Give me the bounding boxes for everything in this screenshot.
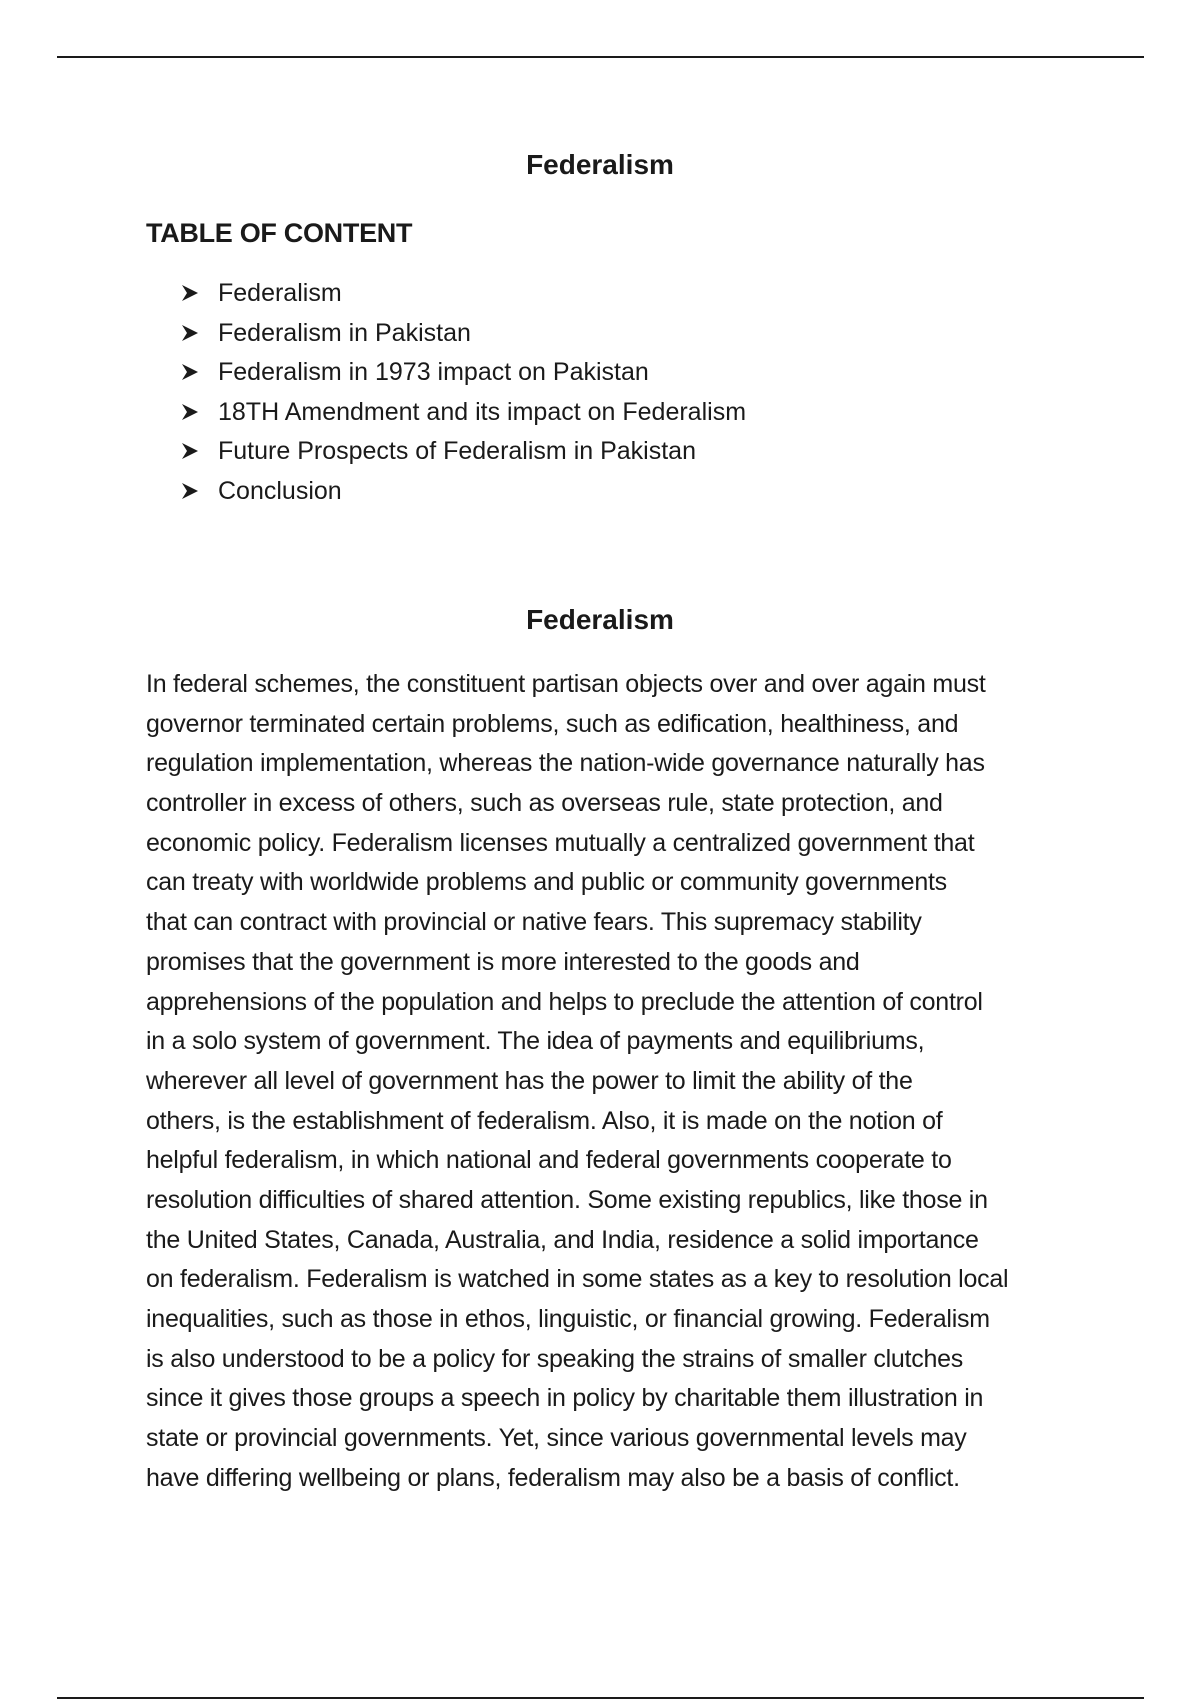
paragraph-line: inequalities, such as those in ethos, linguistic, or financial growing. Federalism [146,1305,990,1333]
toc-item-label: Future Prospects of Federalism in Pakistan [218,437,696,466]
toc-item [180,316,746,356]
paragraph-line: on federalism. Federalism is watched in some states as a key to resolution local [146,1265,1009,1294]
toc-item [180,395,746,435]
arrowhead-bullet-icon [180,355,218,381]
paragraph-line: resolution difficulties of shared attention. Some existing republics, like those in [146,1185,988,1214]
header-rule [57,56,1144,58]
toc-item [180,276,746,316]
paragraph-line: In federal schemes, the constituent partisan objects over and over again must [146,670,986,698]
paragraph-line: wherever all level of government has the power to limit the ability of the [146,1066,913,1095]
table-of-contents [180,276,746,514]
paragraph-line: state or provincial governments. Yet, since various governmental levels may [146,1424,967,1453]
paragraph-line: regulation implementation, whereas the nation-wide governance naturally has [146,749,985,778]
toc-item [180,355,746,395]
paragraph-line: the United States, Canada, Australia, and India, residence a solid importance [146,1225,979,1254]
paragraph-line: helpful federalism, in which national and federal governments cooperate to [146,1146,952,1175]
paragraph-line: can treaty with worldwide problems and public or community governments [146,868,947,897]
toc-item [180,434,746,474]
arrowhead-bullet-icon [180,316,218,342]
arrowhead-bullet-icon [180,434,218,460]
paragraph-line: others, is the establishment of federalism. Also, it is made on the notion of [146,1106,943,1135]
paragraph-line: since it gives those groups a speech in policy by charitable them illustration in [146,1384,984,1413]
paragraph-line: that can contract with provincial or native fears. This supremacy stability [146,908,922,937]
toc-item-label: Federalism in 1973 impact on Pakistan [218,358,649,387]
toc-item-label: Conclusion [218,476,342,505]
paragraph-line: is also understood to be a policy for speaking the strains of smaller clutches [146,1344,964,1373]
section-title: Federalism [526,604,674,635]
toc-item [180,474,746,514]
toc-item-label: Federalism in Pakistan [218,318,471,347]
toc-item-label: 18TH Amendment and its impact on Federalism [218,397,747,426]
arrowhead-bullet-icon [180,474,218,500]
paragraph-line: promises that the government is more interested to the goods and [146,947,860,976]
paragraph-line: apprehensions of the population and helps to preclude the attention of control [146,987,983,1016]
paragraph-line: controller in excess of others, such as overseas rule, state protection, and [146,789,943,818]
footer-rule [57,1697,1144,1699]
toc-heading: TABLE OF CONTENT [146,218,413,248]
page-title: Federalism [526,149,674,180]
toc-item-label: Federalism [218,279,342,307]
arrowhead-bullet-icon [180,395,218,421]
paragraph-line: governor terminated certain problems, such as edification, healthiness, and [146,709,959,738]
arrowhead-bullet-icon [180,276,218,302]
body-paragraph [146,667,1066,1500]
paragraph-line: have differing wellbeing or plans, federalism may also be a basis of conflict. [146,1463,960,1492]
paragraph-line: economic policy. Federalism licenses mutually a centralized government that [146,828,975,857]
paragraph-line: in a solo system of government. The idea of payments and equilibriums, [146,1027,925,1056]
